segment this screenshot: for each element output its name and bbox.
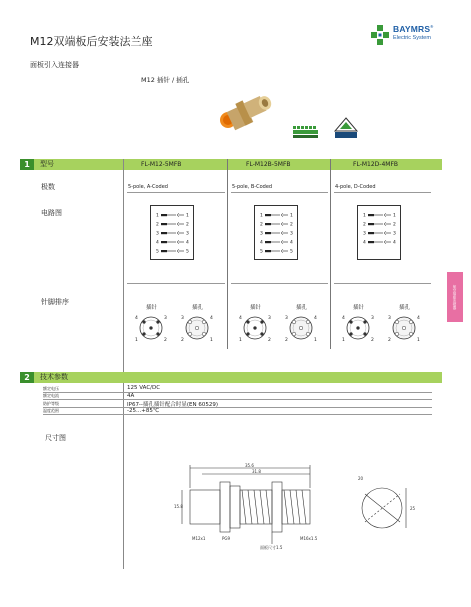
circuit-pin-2 [363, 222, 396, 228]
column-divider-3 [330, 159, 331, 349]
dim-text: 31.8 [252, 469, 261, 474]
brand-logo [370, 24, 440, 46]
male-pin-label: 插针 [353, 305, 365, 311]
profinet-logo-icon [291, 125, 321, 139]
svg-text:4: 4 [363, 240, 366, 246]
circuit-pin-5 [260, 249, 293, 255]
circuit-pin-2 [156, 222, 189, 228]
coding-3: 4-pole, D-Coded [335, 184, 376, 190]
svg-text:2: 2 [164, 338, 167, 343]
page-title: M12双端板后安装法兰座 [30, 35, 153, 48]
circuit-pin-1 [156, 213, 189, 219]
subtitle: 面板引入连接器 [30, 61, 79, 69]
svg-text:1: 1 [156, 213, 159, 219]
spec-key: 额定电压 [43, 385, 59, 391]
svg-text:3: 3 [290, 231, 293, 237]
svg-text:3: 3 [181, 316, 184, 321]
svg-text:1: 1 [290, 213, 293, 219]
circuit-pin-3 [260, 231, 293, 237]
svg-text:2: 2 [363, 222, 366, 228]
svg-text:3: 3 [393, 231, 396, 237]
svg-text:2: 2 [371, 338, 374, 343]
svg-text:3: 3 [156, 231, 159, 237]
circuit-pin-4 [260, 240, 293, 246]
svg-text:4: 4 [210, 316, 213, 321]
circuit-pin-4 [363, 240, 396, 246]
svg-text:4: 4 [239, 316, 242, 321]
svg-text:4: 4 [314, 316, 317, 321]
svg-text:4: 4 [260, 240, 263, 246]
svg-text:4: 4 [417, 316, 420, 321]
section-2-number: 2 [20, 372, 34, 383]
dim-text: 25 [410, 506, 416, 511]
svg-text:1: 1 [417, 338, 420, 343]
dimension-label: 尺寸图 [45, 434, 66, 442]
spec-key: 温度范围 [43, 408, 59, 414]
section-2-label: 技术参数 [40, 373, 68, 381]
svg-text:2: 2 [260, 222, 263, 228]
section-2-bar [20, 372, 442, 383]
spec-value: IP67--插孔插针配合时显(EN 60529) [127, 402, 219, 409]
spec-value: 4A [127, 392, 135, 399]
svg-text:4: 4 [342, 316, 345, 321]
female-pin-face-icon [180, 313, 214, 343]
male-pin-label: 插针 [146, 305, 158, 311]
dim-text: M12x1 [192, 536, 206, 541]
column-header-3: FL-M12D-4MFB [353, 161, 399, 168]
column-header-1: FL-M12-5MFB [141, 161, 182, 168]
product-name: M12 插针 / 插孔 [141, 76, 190, 84]
svg-text:2: 2 [393, 222, 396, 228]
svg-text:3: 3 [186, 231, 189, 237]
svg-text:4: 4 [186, 240, 189, 246]
circuit-pin-3 [363, 231, 396, 237]
svg-text:2: 2 [268, 338, 271, 343]
male-pin-face-icon [341, 313, 375, 343]
svg-text:3: 3 [164, 316, 167, 321]
column-header-2: FL-M12B-5MFB [246, 161, 291, 168]
svg-text:1: 1 [239, 338, 242, 343]
spec-value: 125 VAC/DC [127, 385, 161, 391]
row-label-pinout: 针脚排序 [41, 298, 69, 306]
logo-brand-text: BAYMRS® [393, 24, 434, 34]
female-pin-label: 插孔 [192, 305, 204, 311]
logo-mark-icon [370, 24, 392, 46]
svg-text:1: 1 [342, 338, 345, 343]
svg-text:1: 1 [210, 338, 213, 343]
svg-text:2: 2 [186, 222, 189, 228]
svg-text:1: 1 [186, 213, 189, 219]
circuit-diagram-3 [357, 205, 401, 260]
svg-text:1: 1 [393, 213, 396, 219]
circuit-pin-1 [363, 213, 396, 219]
svg-text:1: 1 [135, 338, 138, 343]
female-pin-label: 插孔 [399, 305, 411, 311]
main-column-divider [123, 159, 124, 569]
male-pin-label: 插针 [250, 305, 262, 311]
svg-text:3: 3 [388, 316, 391, 321]
svg-text:2: 2 [156, 222, 159, 228]
dim-text: M16x1.5 [300, 536, 318, 541]
coding-1: 5-pole, A-Coded [128, 184, 168, 190]
svg-text:3: 3 [260, 231, 263, 237]
spec-row [43, 408, 432, 416]
dim-text: PG9 [222, 536, 231, 541]
circuit-pin-1 [260, 213, 293, 219]
circuit-pin-2 [260, 222, 293, 228]
row-label-circuit: 电路图 [41, 209, 62, 217]
spec-key: 额定电流 [43, 393, 59, 399]
row-divider-1b [231, 192, 328, 193]
svg-text:4: 4 [135, 316, 138, 321]
male-pin-face-icon [238, 313, 272, 343]
section-1-label: 型号 [40, 160, 54, 168]
row-label-poles: 极数 [41, 183, 55, 191]
svg-text:1: 1 [363, 213, 366, 219]
svg-text:3: 3 [268, 316, 271, 321]
female-pin-face-icon [387, 313, 421, 343]
column-divider-2 [227, 159, 228, 349]
female-pin-label: 插孔 [296, 305, 308, 311]
spec-row [43, 393, 432, 401]
svg-text:1: 1 [260, 213, 263, 219]
row-divider-1a [127, 192, 225, 193]
dim-text: 35.6 [245, 463, 254, 468]
row-divider-2a [127, 283, 225, 284]
svg-text:4: 4 [393, 240, 396, 246]
coding-2: 5-pole, B-Coded [232, 184, 273, 190]
dim-text: 15.8 [174, 504, 183, 509]
svg-text:1: 1 [314, 338, 317, 343]
row-divider-1c [334, 192, 431, 193]
dim-text: 20 [358, 476, 364, 481]
svg-text:3: 3 [363, 231, 366, 237]
male-pin-face-icon [134, 313, 168, 343]
svg-text:4: 4 [290, 240, 293, 246]
circuit-pin-3 [156, 231, 189, 237]
circuit-pin-4 [156, 240, 189, 246]
circuit-diagram-1 [150, 205, 194, 260]
svg-text:5: 5 [290, 249, 293, 255]
svg-text:3: 3 [285, 316, 288, 321]
dimension-drawing [160, 460, 430, 552]
section-1-number: 1 [20, 159, 34, 170]
spec-value: -25...+85℃ [127, 407, 160, 414]
svg-text:2: 2 [285, 338, 288, 343]
svg-text:5: 5 [186, 249, 189, 255]
circuit-diagram-2 [254, 205, 298, 260]
spec-table [43, 385, 432, 415]
spec-row [43, 400, 432, 408]
side-category-tab: 航空插座连接器 [447, 272, 463, 322]
svg-text:2: 2 [181, 338, 184, 343]
dim-note: 面板尺寸1.5 [260, 545, 283, 550]
svg-text:2: 2 [388, 338, 391, 343]
connector-image [218, 93, 276, 133]
svg-text:3: 3 [371, 316, 374, 321]
svg-text:2: 2 [290, 222, 293, 228]
spec-key: 防护等级 [43, 400, 59, 406]
svg-text:5: 5 [156, 249, 159, 255]
spec-row [43, 385, 432, 393]
certification-mark-icon [333, 117, 359, 139]
svg-text:5: 5 [260, 249, 263, 255]
row-divider-2b [231, 283, 328, 284]
circuit-pin-5 [156, 249, 189, 255]
row-divider-2c [334, 283, 431, 284]
female-pin-face-icon [284, 313, 318, 343]
svg-text:4: 4 [156, 240, 159, 246]
logo-sub-text: Electric System [393, 35, 431, 41]
